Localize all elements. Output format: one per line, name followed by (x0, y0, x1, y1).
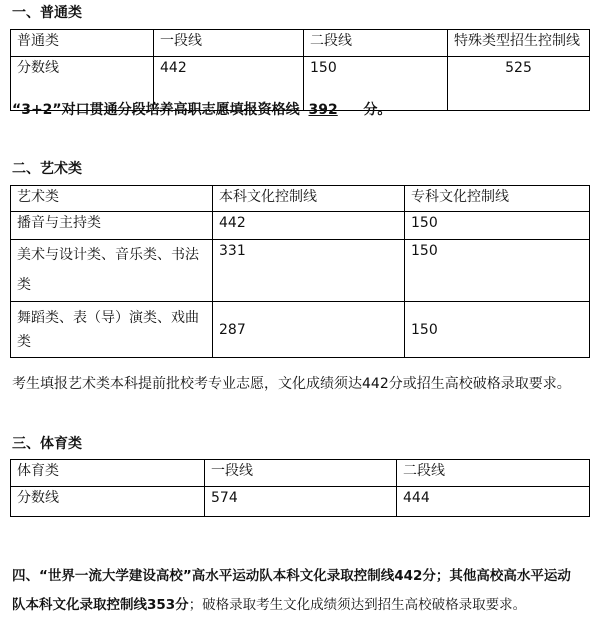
table-header: 一段线 (205, 460, 397, 487)
table-cell: 150 (405, 212, 590, 240)
section-2-title: 二、艺术类 (12, 161, 82, 177)
note-suffix: 分。 (363, 102, 392, 118)
table-cell: 574 (205, 487, 397, 517)
table-cell: 150 (405, 240, 590, 302)
table-cell: 444 (397, 487, 590, 517)
note-prefix: “3+2”对口贯通分段培养高职志愿填报资格线 (12, 102, 300, 118)
table-header: 一段线 (154, 30, 304, 57)
table-cell: 播音与主持类 (11, 212, 213, 240)
art-score-table (10, 185, 590, 358)
table-header: 二段线 (397, 460, 590, 487)
section-4-line-2-bold: 队本科文化录取控制线353分 (12, 597, 189, 613)
table-header: 体育类 (11, 460, 205, 487)
table-cell: 525 (448, 57, 590, 111)
table-cell: 442 (154, 57, 304, 111)
section-4-line-2 (12, 593, 526, 613)
table-cell: 美术与设计类、音乐类、书法类 (11, 240, 213, 302)
table-cell: 331 (213, 240, 405, 302)
table-cell: 150 (405, 302, 590, 358)
table-cell: 287 (213, 302, 405, 358)
sports-score-table (10, 459, 590, 517)
section-1-note (12, 99, 391, 119)
section-4-line-1: 四、“世界一流大学建设高校”高水平运动队本科文化录取控制线442分；其他高校高水平运动 (12, 568, 571, 584)
table-header: 普通类 (11, 30, 154, 57)
section-3-title: 三、体育类 (12, 436, 82, 452)
table-cell: 分数线 (11, 57, 154, 111)
table-cell: 150 (304, 57, 448, 111)
section-1-title: 一、普通类 (12, 5, 82, 21)
note-value: 392 (308, 102, 338, 118)
section-4-line-2-rest: ；破格录取考生文化成绩须达到招生高校破格录取要求。 (188, 597, 527, 613)
table-cell: 分数线 (11, 487, 205, 517)
table-header: 艺术类 (11, 186, 213, 212)
table-header: 专科文化控制线 (405, 186, 590, 212)
table-header: 特殊类型招生控制线 (448, 30, 590, 57)
table-cell: 442 (213, 212, 405, 240)
table-header: 本科文化控制线 (213, 186, 405, 212)
table-header: 二段线 (304, 30, 448, 57)
section-2-note: 考生填报艺术类本科提前批校考专业志愿，文化成绩须达442分或招生高校破格录取要求。 (12, 376, 571, 392)
table-cell: 舞蹈类、表（导）演类、戏曲类 (11, 302, 213, 358)
